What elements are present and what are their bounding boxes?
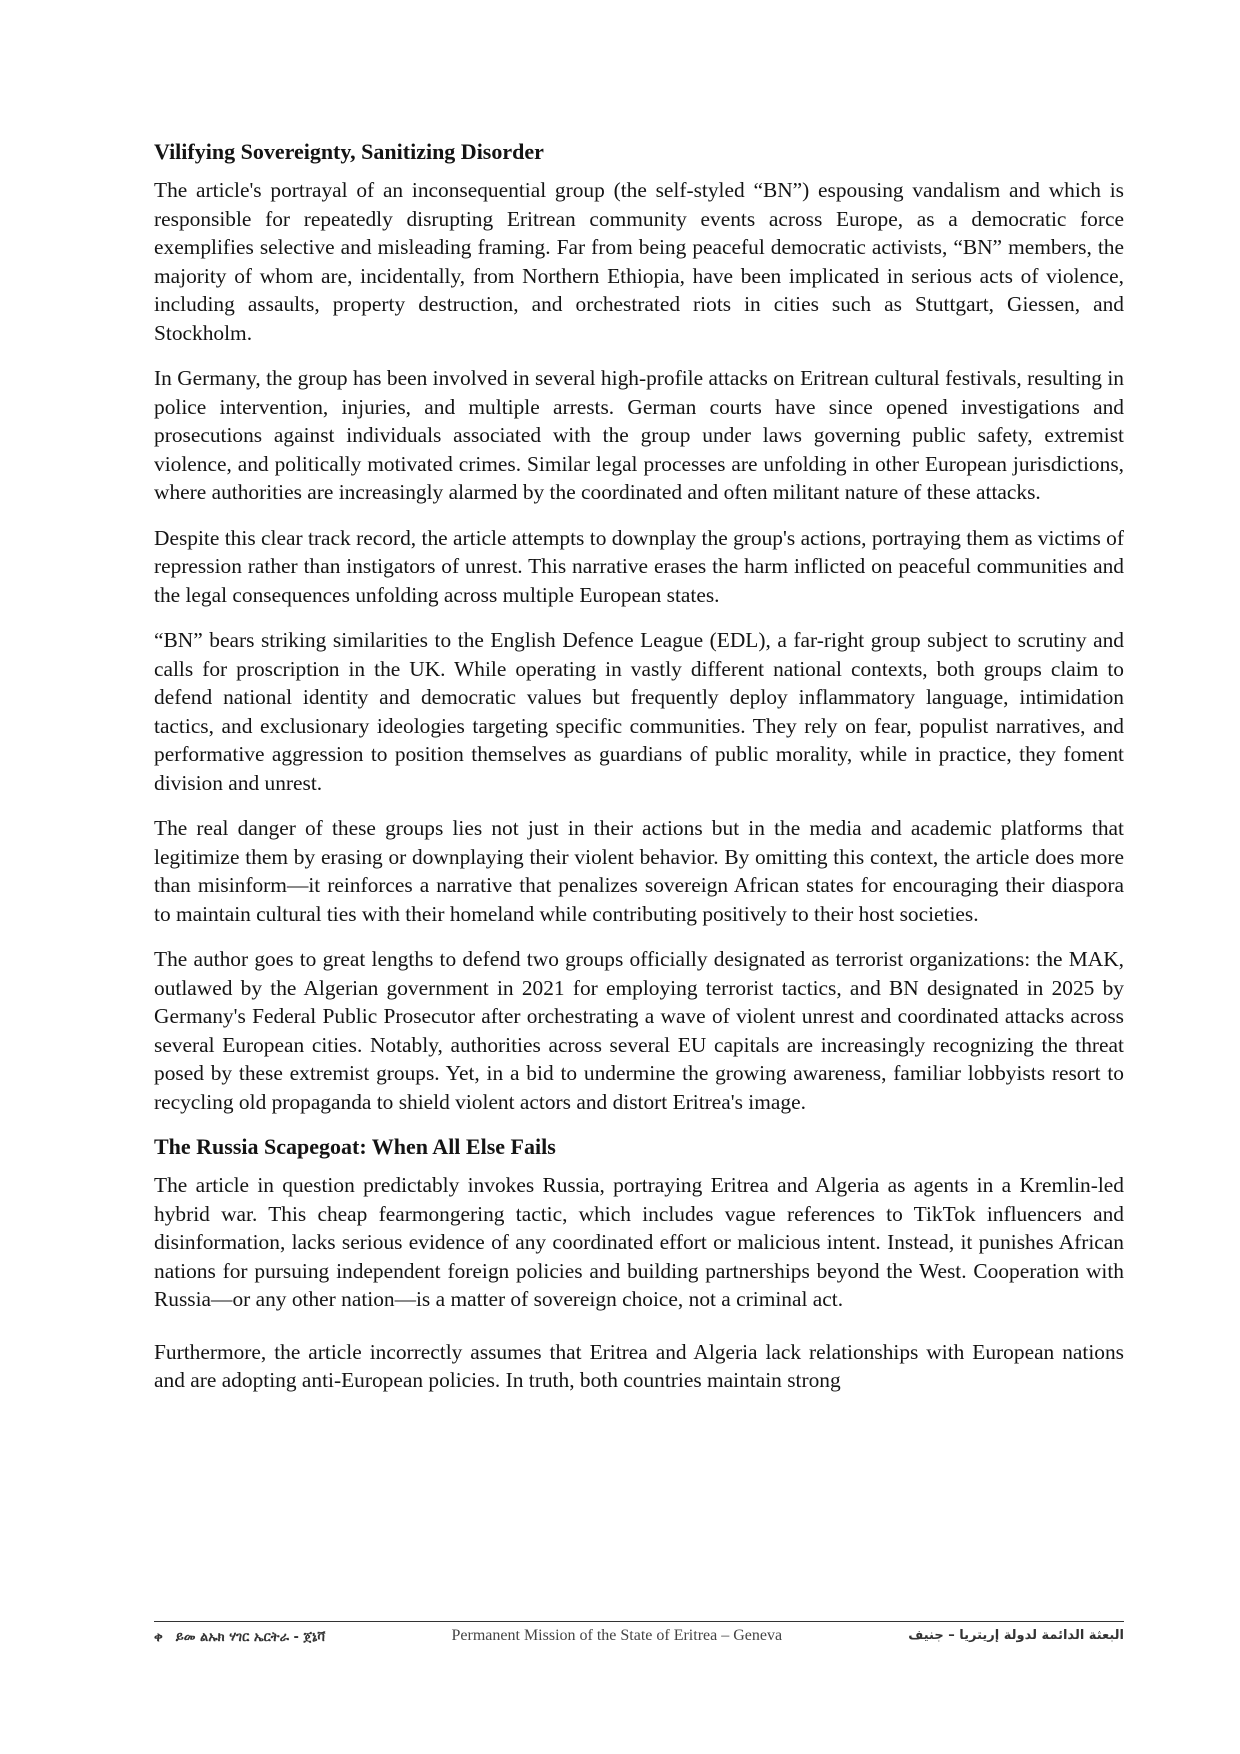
paragraph: The real danger of these groups lies not just in their actions but in the media and academic platforms that legitimize them by erasing or downplaying their violent behavior. By omitting this context, the article does more than misinform—it reinforces a narrative that penalizes sovereign African states for encouraging their diaspora to maintain cultural ties with their homeland while contributing positively to their host societies. — [154, 816, 1124, 926]
footer-arabic-text: البعثة الدائمة لدولة إريتريا – جنيف — [908, 1628, 1124, 1643]
page-footer — [154, 1621, 1124, 1645]
paragraph: Furthermore, the article incorrectly assumes that Eritrea and Algeria lack relationships with European nations and are adopting anti-European policies. In truth, both countries maintain strong — [154, 1339, 1124, 1392]
paragraph: In Germany, the group has been involved in several high-profile attacks on Eritrean cultural festivals, resulting in police intervention, injuries, and multiple arrests. German courts have since opened investigations and prosecutions against individuals associated with the group under laws governing public safety, extremist violence, and politically motivated crimes. Similar legal processes are unfolding in other European jurisdictions, where authorities are increasingly alarmed by the coordinated and often militant nature of these attacks. — [154, 366, 1124, 504]
paragraph: Despite this clear track record, the article attempts to downplay the group's actions, portraying them as victims of repression rather than instigators of unrest. This narrative erases the harm inflicted on peaceful communities and the legal consequences unfolding across multiple European states. — [154, 525, 1124, 607]
footer-english-text: Permanent Mission of the State of Eritrea – Geneva — [451, 1626, 783, 1644]
paragraph: The article in question predictably invokes Russia, portraying Eritrea and Algeria as agents in a Kremlin-led hybrid war. This cheap fearmongering tactic, which includes vague references to TikTok influencers and disinformation, lacks serious evidence of any coordinated effort or malicious intent. Instead, it punishes African nations for pursuing independent foreign policies and building partnerships beyond the West. Cooperation with Russia—or any other nation—is a matter of sovereign choice, not a criminal act. — [154, 1173, 1124, 1311]
document-body — [154, 138, 1124, 1412]
paragraph: The author goes to great lengths to defend two groups officially designated as terrorist organizations: the MAK, outlawed by the Algerian government in 2021 for employing terrorist tactics, and BN designated in 2025 by Germany's Federal Public Prosecutor after orchestrating a wave of violent unrest and coordinated attacks across several European cities. Notably, authorities across several EU capitals are increasingly recognizing the threat posed by these extremist groups. Yet, in a bid to undermine the growing awareness, familiar lobbyists resort to recycling old propaganda to shield violent actors and distort Eritrea's image. — [154, 947, 1124, 1114]
section-heading-russia: The Russia Scapegoat: When All Else Fails — [154, 1134, 556, 1159]
paragraph: The article's portrayal of an inconsequential group (the self-styled “BN”) espousing vandalism and which is responsible for repeatedly disrupting Eritrean community events across Europe, as a democratic force exemplifies selective and misleading framing. Far from being peaceful democratic activists, “BN” members, the majority of whom are, incidentally, from Northern Ethiopia, have been implicated in serious acts of violence, including assaults, property destruction, and orchestrated riots in cities such as Stuttgart, Giessen, and Stockholm. — [154, 178, 1124, 345]
paragraph: “BN” bears striking similarities to the English Defence League (EDL), a far-right group subject to scrutiny and calls for proscription in the UK. While operating in vastly different national contexts, both groups claim to defend national identity and democratic values but frequently deploy inflammatory language, intimidation tactics, and exclusionary ideologies targeting specific communities. They rely on fear, populist narratives, and performative aggression to position themselves as guardians of public morality, while in practice, they foment division and unrest. — [154, 628, 1124, 795]
section-heading-sovereignty: Vilifying Sovereignty, Sanitizing Disorder — [154, 139, 544, 164]
footer-tigrinya-text: ቀ ይመ ልኡክ ሃገር ኤርትራ - ጀኔቫ — [154, 1630, 326, 1645]
